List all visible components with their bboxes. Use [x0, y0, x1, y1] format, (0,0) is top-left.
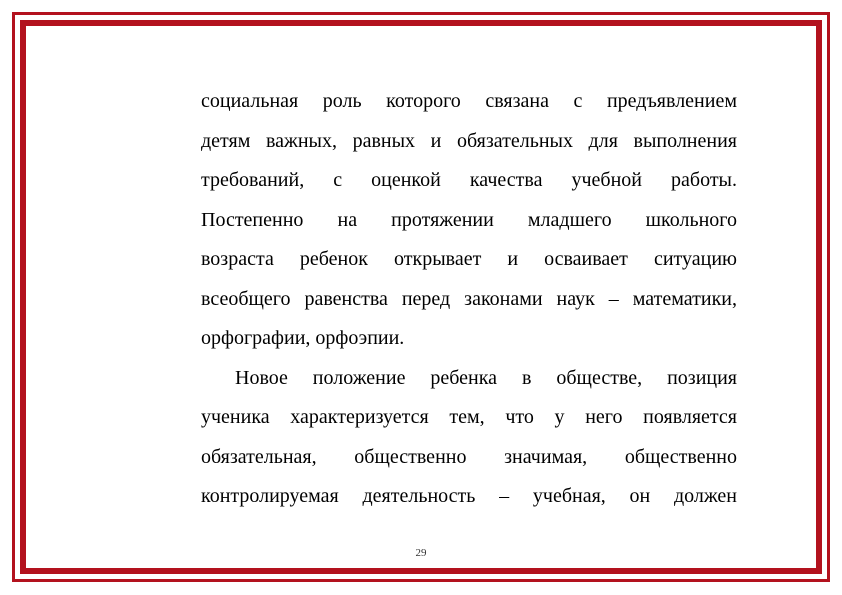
text-line: Постепенно на протяжении младшего школьного: [201, 208, 737, 231]
text-line: ученика характеризуется тем, что у него появляется: [201, 406, 737, 428]
body-text: [201, 82, 737, 517]
text-line: всеобщего равенства перед законами наук – математики,: [201, 287, 737, 310]
page-number: 29: [415, 547, 427, 559]
text-line: детям важных, равных и обязательных для выполнения: [201, 129, 737, 152]
text-line: требований, с оценкой качества учебной работы.: [201, 169, 737, 191]
text-line: возраста ребенок открывает и осваивает ситуацию: [201, 248, 737, 270]
text-line: обязательная, общественно значимая, общественно: [201, 445, 737, 468]
text-line: контролируемая деятельность – учебная, он должен: [201, 485, 737, 507]
paragraph-first-line: Новое положение ребенка в обществе, позиция: [235, 366, 737, 389]
text-line: орфографии, орфоэпии.: [201, 327, 405, 349]
text-line: социальная роль которого связана с предъявлением: [201, 90, 737, 112]
